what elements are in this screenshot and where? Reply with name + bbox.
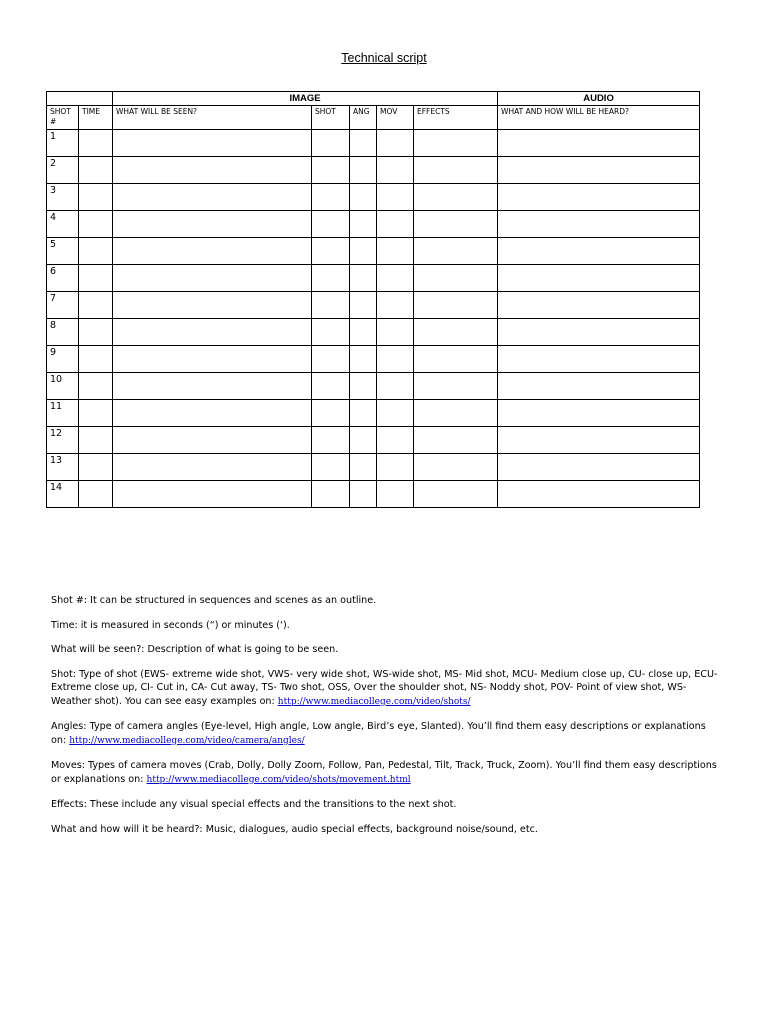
what-and-how-heard-cell — [498, 238, 700, 265]
ang-cell — [350, 238, 377, 265]
effects-cell — [414, 319, 498, 346]
col-header-time: TIME — [79, 106, 113, 130]
mov-cell — [377, 319, 414, 346]
note-moves-text: Moves: Types of camera moves (Crab, Dolly, Dolly Zoom, Follow, Pan, Pedestal, Tilt, Track, Truck, Zoom). You’ll find them easy descriptions or explanations on: — [51, 760, 717, 785]
time-cell — [79, 481, 113, 508]
shot-number-cell: 5 — [47, 238, 79, 265]
col-header-shot-number: SHOT # — [47, 106, 79, 130]
what-and-how-heard-cell — [498, 184, 700, 211]
effects-cell — [414, 157, 498, 184]
mov-cell — [377, 481, 414, 508]
group-header-blank — [47, 92, 113, 106]
col-header-mov: MOV — [377, 106, 414, 130]
time-cell — [79, 211, 113, 238]
what-will-be-seen-cell — [113, 157, 312, 184]
mov-cell — [377, 265, 414, 292]
shot-cell — [312, 292, 350, 319]
table-row — [47, 427, 700, 454]
ang-cell — [350, 427, 377, 454]
time-cell — [79, 454, 113, 481]
mov-cell — [377, 238, 414, 265]
effects-cell — [414, 454, 498, 481]
effects-cell — [414, 373, 498, 400]
effects-cell — [414, 130, 498, 157]
what-and-how-heard-cell — [498, 400, 700, 427]
table-row — [47, 265, 700, 292]
shot-number-cell: 12 — [47, 427, 79, 454]
time-cell — [79, 238, 113, 265]
shots-link[interactable]: http://www.mediacollege.com/video/shots/ — [277, 696, 471, 707]
what-and-how-heard-cell — [498, 211, 700, 238]
note-moves — [51, 759, 721, 787]
table-row — [47, 400, 700, 427]
what-will-be-seen-cell — [113, 427, 312, 454]
shot-cell — [312, 184, 350, 211]
what-and-how-heard-cell — [498, 454, 700, 481]
note-effects: Effects: These include any visual special effects and the transitions to the next shot. — [51, 799, 457, 810]
shot-number-cell: 7 — [47, 292, 79, 319]
group-header-row — [47, 92, 700, 106]
what-and-how-heard-cell — [498, 427, 700, 454]
note-angles — [51, 720, 721, 748]
col-header-what-and-how-heard: WHAT AND HOW WILL BE HEARD? — [498, 106, 700, 130]
shot-cell — [312, 265, 350, 292]
table-row — [47, 373, 700, 400]
note-what-and-how-heard: What and how will it be heard?: Music, dialogues, audio special effects, background noise/sound, etc. — [51, 823, 538, 835]
effects-cell — [414, 346, 498, 373]
page-title: Technical script — [341, 51, 427, 65]
shot-number-cell: 6 — [47, 265, 79, 292]
mov-cell — [377, 130, 414, 157]
column-header-row — [47, 106, 700, 130]
note-time: Time: it is measured in seconds (“) or minutes (‘). — [51, 619, 290, 631]
group-header-audio: AUDIO — [498, 92, 700, 106]
note-angles-text: Angles: Type of camera angles (Eye-level, High angle, Low angle, Bird’s eye, Slanted). You’ll find them easy descriptions or explanations on: — [51, 721, 706, 746]
table-row — [47, 319, 700, 346]
shot-number-cell: 4 — [47, 211, 79, 238]
shot-cell — [312, 157, 350, 184]
angles-link[interactable]: http://www.mediacollege.com/video/camera/angles/ — [69, 735, 305, 746]
time-cell — [79, 346, 113, 373]
shot-cell — [312, 130, 350, 157]
what-will-be-seen-cell — [113, 292, 312, 319]
group-header-image: IMAGE — [113, 92, 498, 106]
note-shot-number: Shot #: It can be structured in sequences and scenes as an outline. — [51, 595, 377, 606]
effects-cell — [414, 184, 498, 211]
table-row — [47, 481, 700, 508]
ang-cell — [350, 454, 377, 481]
what-and-how-heard-cell — [498, 481, 700, 508]
shot-cell — [312, 373, 350, 400]
shot-number-cell: 8 — [47, 319, 79, 346]
table-row — [47, 292, 700, 319]
ang-cell — [350, 211, 377, 238]
what-will-be-seen-cell — [113, 130, 312, 157]
shot-number-cell: 3 — [47, 184, 79, 211]
what-will-be-seen-cell — [113, 346, 312, 373]
ang-cell — [350, 265, 377, 292]
what-and-how-heard-cell — [498, 373, 700, 400]
effects-cell — [414, 292, 498, 319]
table-row — [47, 211, 700, 238]
mov-cell — [377, 184, 414, 211]
time-cell — [79, 400, 113, 427]
what-will-be-seen-cell — [113, 319, 312, 346]
time-cell — [79, 130, 113, 157]
table-row — [47, 184, 700, 211]
shot-cell — [312, 211, 350, 238]
what-and-how-heard-cell — [498, 157, 700, 184]
col-header-effects: EFFECTS — [414, 106, 498, 130]
ang-cell — [350, 130, 377, 157]
shot-number-cell: 14 — [47, 481, 79, 508]
table-row — [47, 238, 700, 265]
shot-cell — [312, 400, 350, 427]
ang-cell — [350, 157, 377, 184]
effects-cell — [414, 481, 498, 508]
what-will-be-seen-cell — [113, 265, 312, 292]
shot-number-cell: 13 — [47, 454, 79, 481]
shot-cell — [312, 427, 350, 454]
notes-section — [51, 594, 721, 847]
effects-cell — [414, 211, 498, 238]
what-will-be-seen-cell — [113, 184, 312, 211]
time-cell — [79, 373, 113, 400]
time-cell — [79, 184, 113, 211]
shot-number-cell: 1 — [47, 130, 79, 157]
mov-cell — [377, 211, 414, 238]
ang-cell — [350, 481, 377, 508]
mov-cell — [377, 157, 414, 184]
mov-cell — [377, 346, 414, 373]
shot-cell — [312, 346, 350, 373]
mov-cell — [377, 454, 414, 481]
what-will-be-seen-cell — [113, 400, 312, 427]
shot-number-cell: 11 — [47, 400, 79, 427]
time-cell — [79, 319, 113, 346]
shot-cell — [312, 319, 350, 346]
ang-cell — [350, 184, 377, 211]
col-header-shot: SHOT — [312, 106, 350, 130]
effects-cell — [414, 265, 498, 292]
ang-cell — [350, 292, 377, 319]
table-row — [47, 157, 700, 184]
col-header-ang: ANG — [350, 106, 377, 130]
what-and-how-heard-cell — [498, 265, 700, 292]
what-will-be-seen-cell — [113, 454, 312, 481]
ang-cell — [350, 373, 377, 400]
mov-cell — [377, 292, 414, 319]
table-row — [47, 346, 700, 373]
table-row — [47, 454, 700, 481]
what-and-how-heard-cell — [498, 319, 700, 346]
mov-cell — [377, 373, 414, 400]
what-will-be-seen-cell — [113, 373, 312, 400]
note-what-will-be-seen: What will be seen?: Description of what is going to be seen. — [51, 644, 339, 655]
shot-number-cell: 2 — [47, 157, 79, 184]
mov-cell — [377, 427, 414, 454]
mov-cell — [377, 400, 414, 427]
technical-script-table — [46, 91, 700, 508]
effects-cell — [414, 238, 498, 265]
shot-number-cell: 9 — [47, 346, 79, 373]
ang-cell — [350, 346, 377, 373]
effects-cell — [414, 427, 498, 454]
effects-cell — [414, 400, 498, 427]
time-cell — [79, 157, 113, 184]
shot-cell — [312, 481, 350, 508]
ang-cell — [350, 400, 377, 427]
what-will-be-seen-cell — [113, 211, 312, 238]
note-shot-text: Shot: Type of shot (EWS- extreme wide shot, VWS- very wide shot, WS-wide shot, MS- Mid shot, MCU- Medium close up, CU- close up, ECU- Extreme close up, CI- Cut in, CA- Cut away, TS- Two shot, OSS, Over the shoulder shot, NS- Noddy shot, POV- Point of view shot, WS-Weather shot). You can see easy examples on: — [51, 668, 718, 707]
time-cell — [79, 427, 113, 454]
shot-cell — [312, 454, 350, 481]
col-header-what-will-be-seen: WHAT WILL BE SEEN? — [113, 106, 312, 130]
moves-link[interactable]: http://www.mediacollege.com/video/shots/movement.html — [146, 774, 411, 785]
time-cell — [79, 265, 113, 292]
shot-cell — [312, 238, 350, 265]
table-row — [47, 130, 700, 157]
what-and-how-heard-cell — [498, 346, 700, 373]
what-and-how-heard-cell — [498, 130, 700, 157]
time-cell — [79, 292, 113, 319]
what-and-how-heard-cell — [498, 292, 700, 319]
what-will-be-seen-cell — [113, 238, 312, 265]
ang-cell — [350, 319, 377, 346]
shot-number-cell: 10 — [47, 373, 79, 400]
note-shot — [51, 668, 721, 710]
what-will-be-seen-cell — [113, 481, 312, 508]
